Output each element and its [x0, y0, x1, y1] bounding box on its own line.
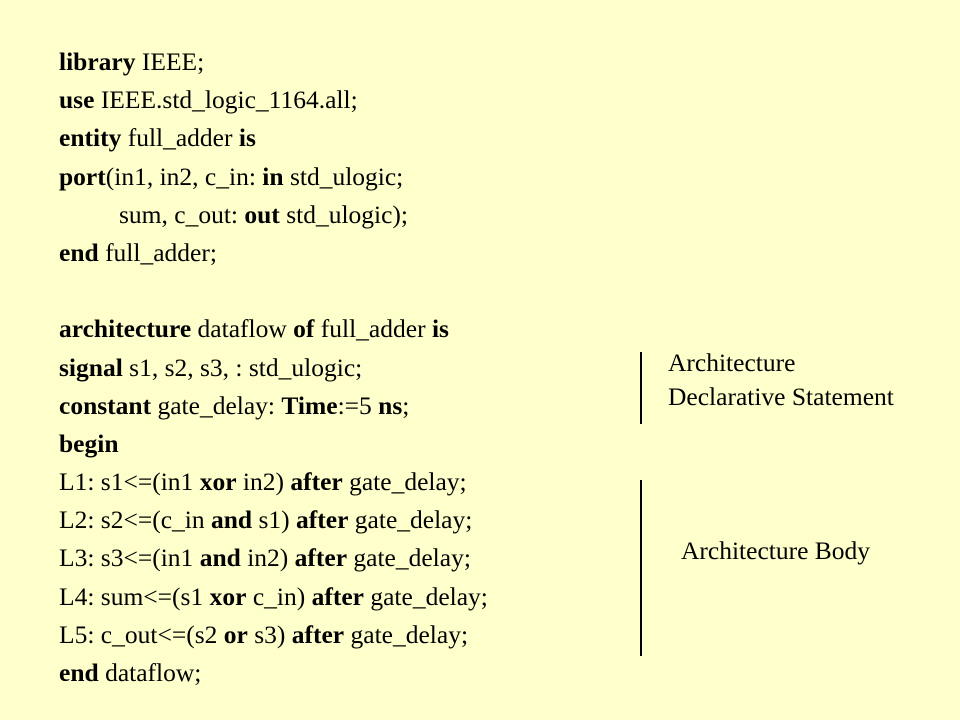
code-keyword: and [211, 505, 253, 535]
code-keyword: xor [209, 581, 247, 611]
code-line [59, 425, 488, 463]
code-keyword: constant [59, 390, 152, 420]
code-text: :=5 [337, 390, 379, 420]
code-keyword: after [296, 505, 349, 535]
code-keyword: architecture [59, 314, 192, 344]
code-line [59, 578, 488, 616]
code-line [59, 81, 488, 119]
code-text: dataflow [191, 314, 294, 344]
code-text: full_adder; [98, 237, 217, 267]
code-keyword: after [291, 619, 345, 649]
code-keyword: after [294, 543, 348, 573]
body-label: Architecture Body [681, 536, 871, 565]
code-keyword: ns [378, 390, 403, 420]
code-text: (in1, in2, c_in: [105, 161, 263, 191]
code-line [59, 234, 488, 272]
declarative-label-line2: Declarative Statement [668, 382, 894, 411]
declarative-label-line1: Architecture [668, 348, 796, 377]
code-line [59, 196, 488, 234]
code-keyword: or [223, 619, 248, 649]
code-keyword: library [59, 47, 136, 76]
code-keyword: in [262, 161, 284, 191]
code-line [59, 463, 488, 501]
code-line [59, 310, 488, 348]
code-text: ; [402, 390, 410, 420]
code-text: sum, c_out: [119, 199, 245, 229]
code-keyword: and [199, 543, 241, 573]
code-keyword: port [59, 161, 106, 191]
code-text: gate_delay; [344, 619, 469, 649]
code-text: s3) [247, 619, 292, 649]
code-line [59, 387, 488, 425]
body-bracket-line [640, 480, 642, 656]
code-keyword: entity [59, 123, 122, 153]
code-line [59, 349, 488, 387]
code-text: in2) [240, 543, 295, 573]
code-keyword: signal [59, 352, 123, 382]
code-text: gate_delay; [342, 467, 467, 497]
code-text: L2: s2<=(c_in [59, 505, 211, 535]
code-text: gate_delay; [348, 505, 473, 535]
code-keyword: begin [59, 428, 119, 458]
code-keyword: after [290, 467, 343, 497]
code-line [59, 539, 488, 577]
code-text: std_ulogic; [283, 161, 404, 191]
code-keyword: is [431, 314, 449, 344]
code-line [59, 43, 488, 81]
declarative-label [668, 346, 894, 414]
code-keyword: end [59, 658, 99, 687]
code-text: std_ulogic); [279, 199, 409, 229]
code-line [59, 501, 488, 539]
code-text: in2) [236, 467, 291, 497]
code-text: dataflow; [98, 658, 202, 687]
code-text: full_adder [121, 123, 239, 153]
code-keyword: xor [199, 467, 237, 497]
code-text: s1) [252, 505, 297, 535]
code-keyword: after [311, 581, 364, 611]
code-keyword: end [59, 237, 99, 267]
code-text: L1: s1<=(in1 [59, 467, 200, 497]
code-line [59, 272, 488, 310]
code-line [59, 654, 488, 692]
code-text: s1, s2, s3, : std_ulogic; [122, 352, 363, 382]
code-text: gate_delay; [347, 543, 471, 573]
code-keyword: Time [281, 390, 338, 420]
code-line [59, 158, 488, 196]
code-text: L3: s3<=(in1 [59, 543, 200, 573]
code-text: c_in) [246, 581, 312, 611]
code-keyword: use [59, 85, 95, 115]
code-keyword: of [293, 314, 315, 344]
code-text: L5: c_out<=(s2 [59, 619, 224, 649]
code-keyword: is [238, 123, 256, 153]
code-text: IEEE.std_logic_1164.all; [94, 85, 358, 115]
code-text: IEEE; [135, 47, 205, 76]
code-line [59, 119, 488, 157]
declarative-bracket-line [640, 352, 642, 424]
code-line [59, 616, 488, 654]
code-text: gate_delay; [363, 581, 488, 611]
vhdl-code-block [59, 43, 488, 692]
code-text: gate_delay: [151, 390, 282, 420]
code-text: L4: sum<=(s1 [59, 581, 210, 611]
code-text: full_adder [314, 314, 432, 344]
code-keyword: out [244, 199, 280, 229]
